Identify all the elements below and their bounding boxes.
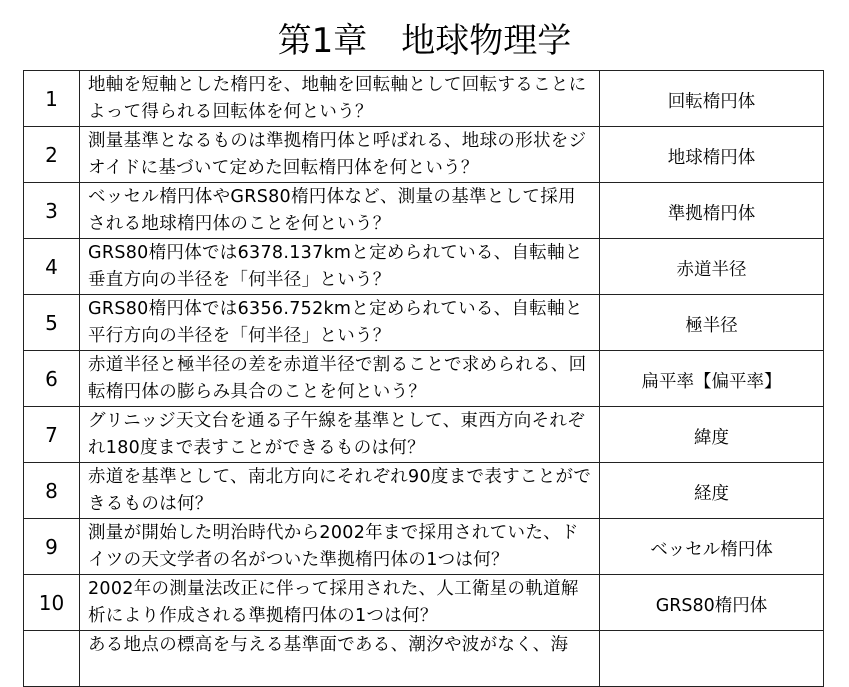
row-number: 1	[24, 71, 80, 127]
row-number: 9	[24, 519, 80, 575]
table-row	[24, 519, 824, 575]
table-row	[24, 127, 824, 183]
answer-cell: 準拠楕円体	[600, 183, 824, 239]
table-row	[24, 407, 824, 463]
quiz-table-body	[24, 71, 824, 687]
answer-cell: 緯度	[600, 407, 824, 463]
row-number: 6	[24, 351, 80, 407]
question-cell	[80, 183, 600, 239]
table-row	[24, 183, 824, 239]
row-number: 5	[24, 295, 80, 351]
question-text: 2002年の測量法改正に伴って採用された、人工衛星の軌道解析により作成される準拠楕円体の1つは何？	[88, 579, 579, 626]
row-number: 7	[24, 407, 80, 463]
question-text: 赤道半径と極半径の差を赤道半径で割ることで求められる、回転楕円体の膨らみ具合のことを何という？	[88, 355, 587, 402]
question-text: GRS80楕円体では6356.752kmと定められている、自転軸と平行方向の半径を「何半径」という？	[88, 299, 583, 346]
answer-cell: 極半径	[600, 295, 824, 351]
question-text: ある地点の標高を与える基準面である、潮汐や波がなく、海	[88, 635, 569, 655]
question-text: 測量基準となるものは準拠楕円体と呼ばれる、地球の形状をジオイドに基づいて定めた回転楕円体を何という？	[88, 131, 587, 178]
question-cell	[80, 631, 600, 687]
quiz-table	[23, 70, 824, 687]
answer-cell: 地球楕円体	[600, 127, 824, 183]
question-cell	[80, 127, 600, 183]
question-text: GRS80楕円体では6378.137kmと定められている、自転軸と垂直方向の半径を「何半径」という？	[88, 243, 583, 290]
table-row	[24, 463, 824, 519]
row-number: 2	[24, 127, 80, 183]
row-number: 10	[24, 575, 80, 631]
table-row	[24, 631, 824, 687]
answer-cell: 赤道半径	[600, 239, 824, 295]
question-text: 赤道を基準として、南北方向にそれぞれ90度まで表すことができるものは何？	[88, 467, 592, 514]
answer-cell: GRS80楕円体	[600, 575, 824, 631]
table-row	[24, 295, 824, 351]
table-row	[24, 575, 824, 631]
row-number: 8	[24, 463, 80, 519]
table-row	[24, 71, 824, 127]
question-text: 測量が開始した明治時代から2002年まで採用されていた、ドイツの天文学者の名がついた準拠楕円体の1つは何？	[88, 523, 579, 570]
row-number: 4	[24, 239, 80, 295]
answer-cell: 扁平率【偏平率】	[600, 351, 824, 407]
question-cell	[80, 71, 600, 127]
question-cell	[80, 239, 600, 295]
table-row	[24, 351, 824, 407]
chapter-title: 第1章 地球物理学	[277, 21, 572, 61]
answer-cell: ベッセル楕円体	[600, 519, 824, 575]
question-cell	[80, 351, 600, 407]
answer-cell: 経度	[600, 463, 824, 519]
question-text: ベッセル楕円体やGRS80楕円体など、測量の基準として採用される地球楕円体のことを何という？	[88, 187, 576, 234]
question-cell	[80, 463, 600, 519]
table-row	[24, 239, 824, 295]
question-cell	[80, 519, 600, 575]
question-cell	[80, 407, 600, 463]
row-number: 3	[24, 183, 80, 239]
question-text: グリニッジ天文台を通る子午線を基準として、東西方向それぞれ180度まで表すことができるものは何？	[88, 411, 585, 458]
question-cell	[80, 295, 600, 351]
answer-cell	[600, 631, 824, 687]
row-number	[24, 631, 80, 687]
question-text: 地軸を短軸とした楕円を、地軸を回転軸として回転することによって得られる回転体を何という？	[88, 75, 587, 122]
answer-cell: 回転楕円体	[600, 71, 824, 127]
question-cell	[80, 575, 600, 631]
